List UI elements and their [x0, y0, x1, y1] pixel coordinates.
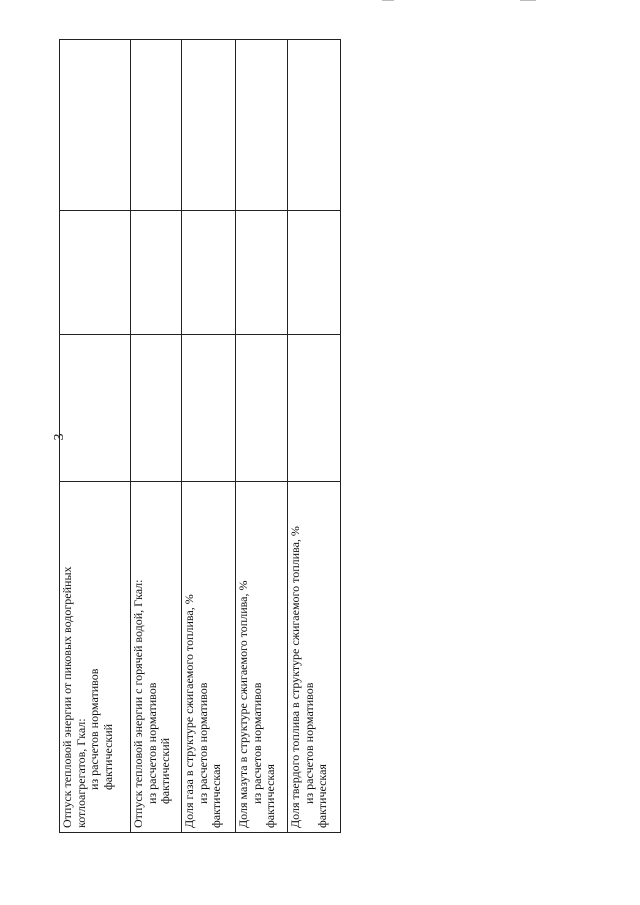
row-label-cell	[60, 482, 131, 833]
scan-edge-mark	[520, 0, 536, 1]
value-cell	[182, 40, 236, 211]
row-title: Отпуск тепловой энергии с горячей водой, Гкал:	[131, 579, 145, 828]
row-sub-normative: из расчетов нормативов	[195, 682, 210, 804]
value-cell	[60, 211, 131, 335]
rotated-table-sheet	[59, 40, 340, 833]
value-cell	[236, 211, 288, 335]
row-sub-actual: фактическая	[209, 764, 223, 828]
row-sub-normative: из расчетов нормативов	[249, 682, 264, 804]
value-cell	[60, 40, 131, 211]
value-cell	[236, 335, 288, 482]
row-sub-actual: фактический	[158, 737, 172, 804]
value-cell	[288, 335, 341, 482]
row-title: Доля мазута в структуре сжигаемого топлива, %	[236, 580, 250, 828]
row-sub-normative: из расчетов нормативов	[87, 668, 101, 790]
value-cell	[288, 40, 341, 211]
row-title: Доля твердого топлива в структуре сжигаемого топлива, %	[288, 526, 302, 828]
scan-edge-mark	[382, 0, 394, 1]
value-cell	[182, 335, 236, 482]
row-sub-normative: из расчетов нормативов	[144, 682, 159, 804]
value-cell	[131, 211, 182, 335]
table-row	[60, 40, 131, 833]
row-sub-actual: фактический	[100, 723, 115, 790]
table-row	[288, 40, 341, 833]
table-row	[182, 40, 236, 833]
table-row	[236, 40, 288, 833]
indicators-table	[59, 39, 341, 833]
row-sub-actual: фактическая	[263, 764, 277, 828]
value-cell	[236, 40, 288, 211]
value-cell	[182, 211, 236, 335]
row-label-cell	[182, 482, 236, 833]
row-label-cell	[288, 482, 341, 833]
value-cell	[288, 211, 341, 335]
value-cell	[131, 335, 182, 482]
value-cell	[131, 40, 182, 211]
row-sub-actual: фактическая	[315, 764, 329, 828]
table-rotation-frame	[59, 40, 340, 833]
row-title: Отпуск тепловой энергии от пиковых водогрейных котлоагрегатов, Гкал:	[60, 566, 88, 828]
row-label-cell	[131, 482, 182, 833]
row-title: Доля газа в структуре сжигаемого топлива, %	[182, 594, 196, 828]
row-label-cell	[236, 482, 288, 833]
table-row	[131, 40, 182, 833]
page-number: 3	[52, 433, 67, 441]
value-cell	[60, 335, 131, 482]
row-sub-normative: из расчетов нормативов	[301, 682, 316, 804]
